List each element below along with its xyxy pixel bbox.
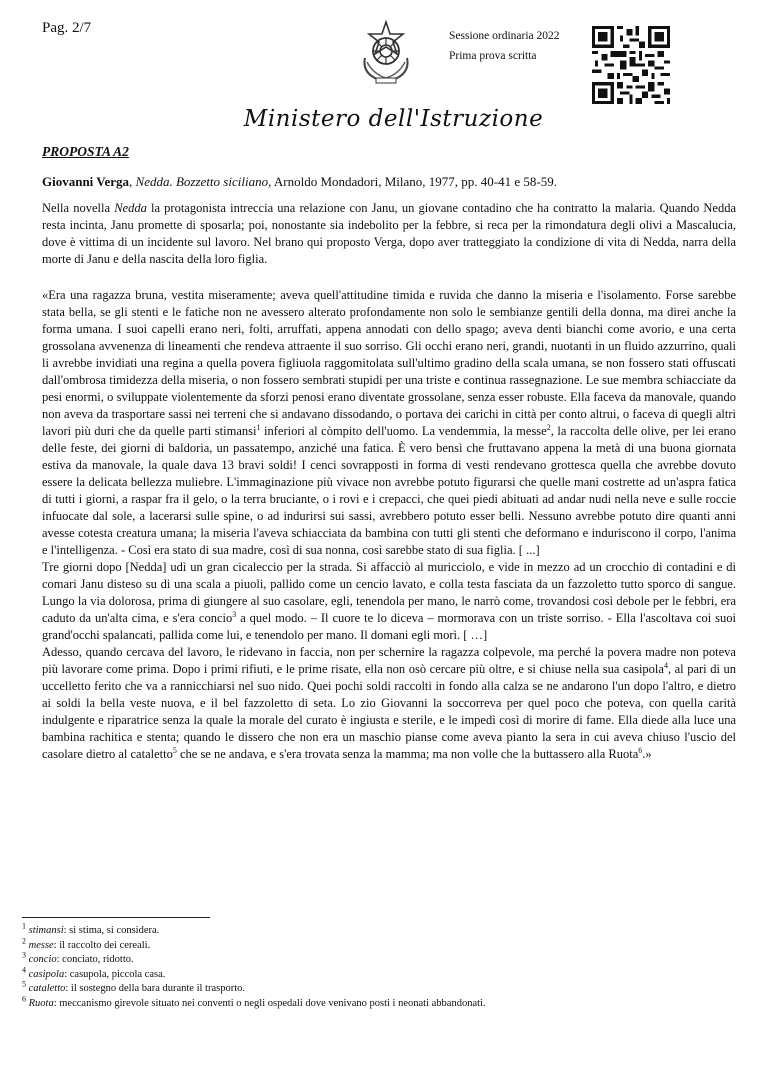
proposal-heading: PROPOSTA A2: [42, 144, 129, 159]
exam-label: Prima prova scritta: [449, 50, 537, 62]
excerpt-paragraph: «Era una ragazza bruna, vestita miseramente; aveva quell'attitudine timida e ruvida che danno la miseria e l'isolamento. Forse sarebbe stata bella, se gli stenti e le fatiche non ne avessero alterato profondamente non solo le sembianze gentili della donna, ma direi anche la forma umana. I suoi capelli erano neri, folti, arruffati, appena annodati con dello spago; aveva denti bianchi come avorio, e una certa grossolana avvenenza di lineamenti che rendeva attraente il suo sorriso. Gli occhi erano neri, grandi, nuotanti in un fluido azzurrino, quali li avrebbe invidiati una regina a quella povera figliuola raggomitolata sull'ultimo gradino della scala umana, se non fossero stati offuscati dall'ombrosa timidezza della miseria, o non fossero sembrati stupidi per una triste e continua rassegnazione. Le sue membra schiacciate da pesi enormi, o sviluppate violentemente da sforzi penosi erano diventate grossolane, senza esser robuste. Ella faceva da manovale, quando non aveva da trasportare sassi nei terreni che si andavano dissodando, o portava dei carichi in città per conto altrui, o faceva di quegli altri lavori più duri che da quelle parti stimansi$^1$ inferiori al còmpito dell'uomo. La vendemmia, la messe$^2$, la raccolta delle olive, per lei erano delle feste, dei giorni di baldoria, un passatempo, anziché una fatica. È vero bensì che fruttavano appena la metà di una buona giornata estiva da manovale, la quale dava 13 bravi soldi! I cenci sovrapposti in forma di vesti rendevano grottesca quella che avrebbe dovuto essere la delicata bellezza muliebre. L'immaginazione più vivace non avrebbe potuto figurarsi che quelle mani costrette ad un'aspra fatica di tutti i giorni, a raspar fra il gelo, o la terra bruciante, o i rovi e i crepacci, che quei piedi abituati ad andar nudi nella neve e sulle roccie infuocate dal sole, a lacerarsi sulle spine, o ad indurirsi sui sassi, avrebbero potuto esser belli. Nessuno avrebbe potuto dire quanti anni avesse cotesta creatura umana; la miseria l'aveva schiacciata da bambina con tutti gli stenti che deformano e induriscono il corpo, l'anima e l'intelligenza. - Così era stato di sua madre, così di sua nonna, così sarebbe stato di sua figlia. [ ...]: [42, 288, 737, 557]
footnote-ref: 4: [663, 660, 668, 670]
citation-title: Nedda. Bozzetto siciliano: [135, 174, 269, 189]
ministry-title: Ministero dell'Istruzione: [243, 106, 544, 132]
footnotes: [22, 921, 486, 1011]
excerpt-text: [42, 287, 736, 763]
footnote: $^4$ casipola: casupola, piccola casa.: [22, 965, 166, 980]
footnote: $^1$ stimansi: si stima, si considera.: [22, 921, 160, 936]
footnote-ref: 3: [232, 609, 237, 619]
bibliographic-citation: Giovanni Verga, Nedda. Bozzetto siciliano, Arnoldo Mondadori, Milano, 1977, pp. 40-41 e 58-59.: [42, 174, 557, 189]
footnote: $^5$ cataletto: il sostegno della bara durante il trasporto.: [22, 979, 245, 994]
citation-author: Giovanni Verga: [42, 174, 130, 189]
intro-paragraph: Nella novella Nedda la protagonista intreccia una relazione con Janu, un giovane contadino che ha contratto la malaria. Quando Nedda resta incinta, Janu promette di sposarla; poi, nonostante sia indebolito per la febbre, si reca per la rimondatura degli olivi a Mascalucia, dove è vittima di un incidente sul lavoro. Nel brano qui proposto Verga, dopo aver tratteggiato la condizione di vita di Nedda, narra della morte di Janu e della nascita della loro figlia.: [42, 201, 736, 266]
footnote: $^2$ messe: il raccolto dei cereali.: [22, 936, 151, 951]
page-number: Pag. 2/7: [42, 20, 92, 36]
qr-code-icon: [592, 26, 670, 104]
session-label: Sessione ordinaria 2022: [449, 30, 560, 42]
italian-republic-emblem-icon: [357, 18, 415, 86]
footnote-ref: 2: [546, 422, 551, 432]
footnote-ref: 6: [638, 745, 643, 755]
footnote: $^3$ concio: conciato, ridotto.: [22, 950, 134, 965]
excerpt-paragraph: Adesso, quando cercava del lavoro, le ridevano in faccia, non per schernire la ragazza colpevole, ma perché la povera madre non poteva più lavorare come prima. Dopo i primi rifiuti, e le prime risate, ella non osò cercare più oltre, e si chiuse nella sua casipola$^4$, al pari di un uccelletto ferito che va a rannicchiarsi nel suo nido. Quei pochi soldi raccolti in fondo alla calza se ne andarono l'un dopo l'altro, e dietro ai soldi la bella veste nuova, e il bel fazzoletto di seta. Lo zio Giovanni la soccorreva per quel poco che poteva, con quella carità indulgente e riparatrice senza la quale la morale del curato è ingiusta e sterile, e le impedì così di morire di fame. Ella diede alla luce una bambina rachitica e stenta; quando le dissero che non era un maschio pianse come aveva pianto la sera in cui aveva chiuso l'uscio del casolare dietro al cataletto$^5$ che se ne andava, e s'era trovata senza la mamma; ma non volle che la buttassero alla Ruota$^6$.»: [42, 645, 736, 761]
footnote-divider: [22, 917, 210, 918]
footnote: $^6$ Ruota: meccanismo girevole situato nei conventi o negli ospedali dove venivano posti i neonati abbandonati.: [22, 994, 486, 1009]
session-info: [449, 26, 560, 66]
excerpt-paragraph: Tre giorni dopo [Nedda] udì un gran cicaleccio per la strada. Si affacciò al muricciolo, e vide in mezzo ad un crocchio di contadini e di comari Janu disteso su di una scala a piuoli, pallido come un cencio lavato, e colla testa fasciata da un fazzoletto tutto sporco di sangue. Lungo la via dolorosa, prima di giungere al suo casolare, egli, tenendola per mano, le narrò come, trovandosi così debole per le febbri, era caduto da un'alta cima, e s'era concio$^3$ a quel modo. – Il cuore te lo diceva – mormorava con un triste sorriso. - Ella l'ascoltava coi suoi grand'occhi spalancati, pallida come lui, e tenendolo per mano. Il domani egli morì. [ …]: [42, 560, 736, 642]
citation-details: , Arnoldo Mondadori, Milano, 1977, pp. 40-41 e 58-59.: [268, 174, 557, 189]
footnote-ref: 5: [172, 745, 177, 755]
footnote-ref: 1: [256, 422, 261, 432]
